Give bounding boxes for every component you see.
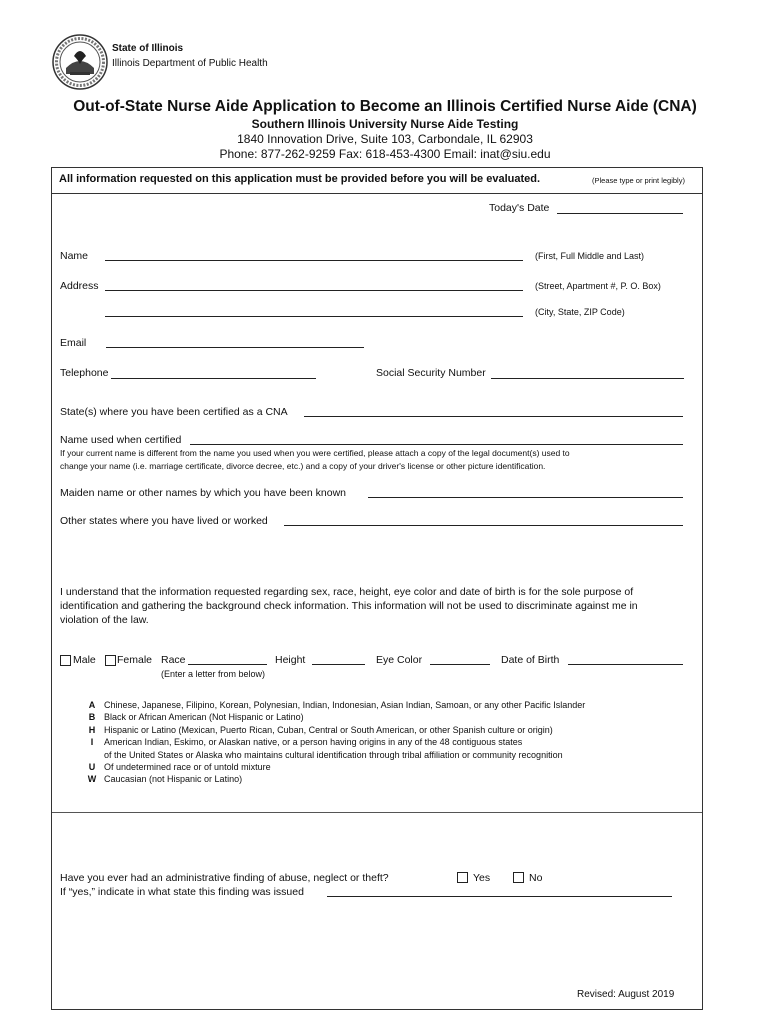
race-hint: (Enter a letter from below) (161, 669, 266, 679)
address-street-input[interactable] (105, 290, 523, 291)
revised-date: Revised: August 2019 (577, 989, 675, 1000)
illinois-state-seal-icon (52, 34, 108, 90)
eye-color-input[interactable] (430, 664, 490, 665)
address-city-input[interactable] (105, 316, 523, 317)
disclaimer-line-2: identification and gathering the background check information. This information will not be used to discriminate against me in (60, 600, 638, 612)
disclaimer-line-3: violation of the law. (60, 614, 149, 626)
name-label: Name (60, 250, 89, 262)
race-description: Of undetermined race or of untold mixture (104, 762, 271, 773)
requirement-text: All information requested on this application must be provided before you will be evaluated. (59, 173, 541, 185)
male-checkbox[interactable] (60, 655, 71, 666)
race-description: Caucasian (not Hispanic or Latino) (104, 774, 243, 785)
name-hint: (First, Full Middle and Last) (535, 251, 645, 261)
todays-date-label: Today's Date (489, 202, 550, 214)
height-input[interactable] (312, 664, 365, 665)
state-name: State of Illinois (112, 43, 184, 54)
race-code: A (88, 700, 96, 710)
other-states-label: Other states where you have lived or worked (60, 515, 268, 527)
name-change-note-1: If your current name is different from the name you used when you were certified, please attach a copy of the legal document(s) used to (60, 448, 570, 458)
ssn-label: Social Security Number (376, 367, 486, 379)
states-certified-label: State(s) where you have been certified as a CNA (60, 406, 288, 418)
abuse-yes-checkbox[interactable] (457, 872, 468, 883)
eye-color-label: Eye Color (376, 654, 423, 666)
maiden-name-input[interactable] (368, 497, 683, 498)
address-hint: (Street, Apartment #, P. O. Box) (535, 281, 661, 291)
height-label: Height (275, 654, 306, 666)
dob-label: Date of Birth (501, 654, 560, 666)
address-hint-2: (City, State, ZIP Code) (535, 307, 625, 317)
todays-date-input[interactable] (557, 213, 683, 214)
disclaimer-line-1: I understand that the information requested regarding sex, race, height, eye color and date of birth is for the sole purpose of (60, 586, 634, 598)
race-code: U (88, 762, 96, 773)
name-input[interactable] (105, 260, 523, 261)
address-label: Address (60, 280, 99, 292)
race-code: W (87, 774, 97, 785)
race-description: Black or African American (Not Hispanic or Latino) (104, 712, 304, 723)
abuse-no-label: No (529, 872, 543, 884)
race-label: Race (161, 654, 186, 666)
race-description: American Indian, Eskimo, or Alaskan native, or a person having origins in any of the 48 contiguous states (104, 737, 523, 748)
requirement-note: (Please type or print legibly) (592, 176, 685, 185)
contact-info: Phone: 877-262-9259 Fax: 618-453-4300 Email: inat@siu.edu (219, 147, 551, 161)
abuse-question: Have you ever had an administrative finding of abuse, neglect or theft? (60, 872, 389, 884)
abuse-yes-label: Yes (473, 872, 491, 884)
race-description-list (104, 699, 585, 786)
telephone-input[interactable] (111, 378, 316, 379)
email-label: Email (60, 337, 87, 349)
ssn-input[interactable] (491, 378, 684, 379)
race-code: I (90, 737, 94, 748)
name-used-input[interactable] (190, 444, 683, 445)
dob-input[interactable] (568, 664, 683, 665)
section-divider (52, 812, 702, 813)
male-label: Male (73, 654, 96, 666)
email-input[interactable] (106, 347, 364, 348)
race-description: Hispanic or Latino (Mexican, Puerto Rican, Cuban, Central or South American, or other Spanish culture or origin) (104, 724, 553, 735)
race-code: H (88, 724, 96, 735)
department-name: Illinois Department of Public Health (112, 58, 268, 69)
states-certified-input[interactable] (304, 416, 683, 417)
telephone-label: Telephone (60, 367, 109, 379)
race-input[interactable] (188, 664, 267, 665)
maiden-name-label: Maiden name or other names by which you have been known (60, 487, 347, 499)
name-used-label: Name used when certified (60, 434, 182, 446)
form-title: Out-of-State Nurse Aide Application to Become an Illinois Certified Nurse Aide (CNA) (73, 98, 697, 115)
race-code: B (88, 712, 96, 723)
race-code-list (82, 699, 102, 786)
abuse-no-checkbox[interactable] (513, 872, 524, 883)
race-description: of the United States or Alaska who maintains cultural identification through tribal affiliation or community recognition (104, 749, 563, 760)
race-description: Chinese, Japanese, Filipino, Korean, Polynesian, Indian, Indonesian, Asian Indian, Samoan, or any other Pacific Islander (104, 700, 586, 710)
other-states-input[interactable] (284, 525, 683, 526)
office-address: 1840 Innovation Drive, Suite 103, Carbondale, IL 62903 (237, 132, 533, 146)
abuse-state-label: If “yes,” indicate in what state this finding was issued (60, 886, 304, 898)
female-checkbox[interactable] (105, 655, 116, 666)
name-change-note-2: change your name (i.e. marriage certificate, divorce decree, etc.) and a copy of your driver's license or other picture identification. (60, 461, 546, 471)
race-code (82, 749, 102, 761)
form-subtitle: Southern Illinois University Nurse Aide Testing (251, 117, 519, 131)
abuse-state-input[interactable] (327, 896, 672, 897)
female-label: Female (117, 654, 153, 666)
